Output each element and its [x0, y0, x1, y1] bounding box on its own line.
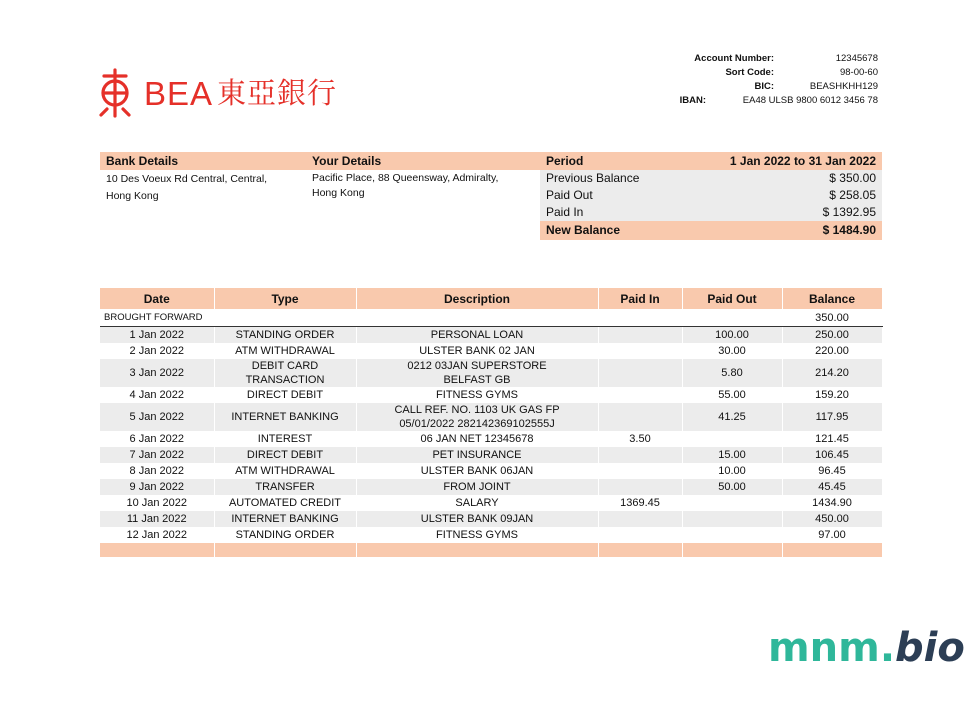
watermark-part-1: mnm.	[768, 625, 896, 671]
row-description-line-2: 05/01/2022 282142369102555J	[399, 418, 555, 430]
balance-summary	[540, 170, 882, 240]
brought-forward-row	[100, 309, 882, 327]
row-type	[214, 495, 356, 511]
row-type	[214, 463, 356, 479]
row-type	[214, 403, 356, 431]
footer-cell	[782, 543, 882, 557]
footer-cell	[682, 543, 782, 557]
watermark-part-2: bio	[895, 625, 965, 671]
row-description-line-1: 0212 03JAN SUPERSTORE	[407, 360, 547, 372]
transactions-table	[100, 288, 883, 557]
bic-label: BIC:	[754, 81, 774, 92]
row-type-line-1: INTERNET BANKING	[231, 411, 339, 423]
account-number: 12345678	[835, 53, 878, 64]
row-description-line-1: ULSTER BANK 02 JAN	[419, 345, 535, 357]
row-balance: 220.00	[782, 343, 882, 359]
row-description	[356, 447, 598, 463]
row-paid-out: 100.00	[682, 327, 782, 344]
row-paid-in: 1369.45	[598, 495, 682, 511]
previous-balance-value: $ 350.00	[829, 171, 876, 185]
row-type-line-1: STANDING ORDER	[235, 529, 335, 541]
table-row	[100, 431, 882, 447]
row-balance: 250.00	[782, 327, 882, 344]
row-description	[356, 495, 598, 511]
row-balance: 106.45	[782, 447, 882, 463]
row-date: 2 Jan 2022	[100, 343, 214, 359]
row-paid-out	[682, 495, 782, 511]
row-paid-in	[598, 327, 682, 344]
row-type-line-1: DEBIT CARD	[251, 360, 319, 372]
row-type	[214, 511, 356, 527]
row-description	[356, 527, 598, 543]
iban-value: EA48 ULSB 9800 6012 3456 78	[742, 95, 878, 106]
account-info	[660, 52, 878, 108]
row-paid-out: 55.00	[682, 387, 782, 403]
previous-balance-row	[540, 170, 882, 187]
row-paid-in	[598, 479, 682, 495]
footer-cell	[214, 543, 356, 557]
row-date: 7 Jan 2022	[100, 447, 214, 463]
row-description	[356, 403, 598, 431]
row-paid-in: 3.50	[598, 431, 682, 447]
table-row	[100, 463, 882, 479]
row-date: 10 Jan 2022	[100, 495, 214, 511]
row-type	[214, 359, 356, 387]
table-footer-row	[100, 543, 882, 557]
table-row	[100, 479, 882, 495]
table-row	[100, 511, 882, 527]
row-description	[356, 327, 598, 344]
row-description	[356, 463, 598, 479]
row-date: 6 Jan 2022	[100, 431, 214, 447]
row-type	[214, 387, 356, 403]
row-description	[356, 511, 598, 527]
row-type-line-1: DIRECT DEBIT	[246, 449, 324, 461]
bank-logo	[98, 68, 337, 118]
column-header-paid-out: Paid Out	[682, 288, 782, 309]
row-type-line-1: INTEREST	[257, 433, 313, 445]
paid-in-row	[540, 204, 882, 221]
row-description	[356, 359, 598, 387]
paid-out-row	[540, 187, 882, 204]
row-paid-out	[682, 511, 782, 527]
row-description-line-1: ULSTER BANK 06JAN	[420, 465, 534, 477]
row-description-line-2: BELFAST GB	[443, 374, 511, 386]
column-header-date: Date	[100, 288, 214, 309]
period-heading-bar	[540, 152, 882, 170]
row-description-line-1: ULSTER BANK 09JAN	[420, 513, 534, 525]
row-paid-in	[598, 447, 682, 463]
row-paid-out: 10.00	[682, 463, 782, 479]
paid-in-label: Paid In	[546, 205, 584, 219]
account-number-label: Account Number:	[694, 53, 774, 64]
your-address-line-1: Pacific Place, 88 Queensway, Admiralty,	[312, 172, 499, 184]
row-type	[214, 479, 356, 495]
row-description	[356, 387, 598, 403]
row-balance: 159.20	[782, 387, 882, 403]
row-type-line-2: TRANSACTION	[245, 374, 325, 386]
row-balance: 45.45	[782, 479, 882, 495]
column-header-type: Type	[214, 288, 356, 309]
sort-code: 98-00-60	[839, 67, 878, 78]
row-date: 12 Jan 2022	[100, 527, 214, 543]
row-date: 3 Jan 2022	[100, 359, 214, 387]
row-date: 1 Jan 2022	[100, 327, 214, 344]
table-row	[100, 447, 882, 463]
row-balance: 97.00	[782, 527, 882, 543]
new-balance-label: New Balance	[546, 223, 621, 237]
row-paid-in	[598, 527, 682, 543]
row-paid-out: 30.00	[682, 343, 782, 359]
row-paid-in	[598, 387, 682, 403]
row-type-line-1: DIRECT DEBIT	[246, 389, 324, 401]
row-date: 9 Jan 2022	[100, 479, 214, 495]
row-paid-in	[598, 463, 682, 479]
previous-balance-label: Previous Balance	[546, 171, 640, 185]
row-type-line-1: ATM WITHDRAWAL	[235, 345, 335, 357]
row-type-line-1: STANDING ORDER	[235, 329, 335, 341]
period-heading: Period	[546, 154, 584, 168]
iban-label: IBAN:	[679, 95, 706, 106]
row-date: 11 Jan 2022	[100, 511, 214, 527]
row-description-line-1: FITNESS GYMS	[436, 389, 518, 401]
bank-details-address	[106, 171, 267, 205]
table-row	[100, 387, 882, 403]
paid-in-value: $ 1392.95	[822, 205, 876, 219]
bank-address-line-1: 10 Des Voeux Rd Central, Central,	[106, 173, 268, 185]
row-paid-out: 41.25	[682, 403, 782, 431]
row-paid-out: 15.00	[682, 447, 782, 463]
row-balance: 450.00	[782, 511, 882, 527]
your-address-line-2: Hong Kong	[312, 187, 365, 199]
row-description-line-1: FROM JOINT	[443, 481, 511, 493]
column-header-description: Description	[356, 288, 598, 309]
paid-out-value: $ 258.05	[829, 188, 876, 202]
new-balance-value: $ 1484.90	[822, 223, 876, 237]
row-description-line-1: CALL REF. NO. 1103 UK GAS FP	[394, 404, 560, 416]
row-paid-in	[598, 343, 682, 359]
row-date: 4 Jan 2022	[100, 387, 214, 403]
row-balance: 214.20	[782, 359, 882, 387]
bic-value: BEASHKHH129	[809, 81, 878, 92]
row-type	[214, 343, 356, 359]
column-header-paid-in: Paid In	[598, 288, 682, 309]
footer-cell	[100, 543, 214, 557]
row-paid-out: 50.00	[682, 479, 782, 495]
row-date: 8 Jan 2022	[100, 463, 214, 479]
row-paid-in	[598, 511, 682, 527]
table-row	[100, 327, 882, 344]
row-type	[214, 527, 356, 543]
footer-cell	[598, 543, 682, 557]
row-paid-out	[682, 527, 782, 543]
row-balance: 121.45	[782, 431, 882, 447]
brought-forward-label: BROUGHT FORWARD	[100, 309, 782, 327]
row-paid-in	[598, 403, 682, 431]
row-description-line-1: PERSONAL LOAN	[430, 329, 524, 341]
row-description-line-1: SALARY	[455, 497, 499, 509]
row-paid-out: 5.80	[682, 359, 782, 387]
bank-name: BEA	[144, 74, 214, 112]
table-row	[100, 359, 882, 387]
row-balance: 117.95	[782, 403, 882, 431]
your-details-heading: Your Details	[306, 152, 540, 170]
table-row	[100, 527, 882, 543]
row-paid-out	[682, 431, 782, 447]
column-header-balance: Balance	[782, 288, 882, 309]
row-type	[214, 431, 356, 447]
paid-out-label: Paid Out	[546, 188, 593, 202]
row-description-line-1: 06 JAN NET 12345678	[420, 433, 534, 445]
row-description	[356, 479, 598, 495]
watermark-logo	[768, 625, 965, 671]
bank-name-chinese: 東亞銀行	[217, 75, 338, 110]
bank-details-heading: Bank Details	[100, 152, 306, 170]
row-date: 5 Jan 2022	[100, 403, 214, 431]
row-description-line-1: FITNESS GYMS	[436, 529, 518, 541]
bank-address-line-2: Hong Kong	[106, 190, 159, 202]
table-row	[100, 343, 882, 359]
row-balance: 96.45	[782, 463, 882, 479]
row-type	[214, 327, 356, 344]
row-description-line-1: PET INSURANCE	[432, 449, 522, 461]
your-details-address	[312, 171, 498, 201]
row-type-line-1: INTERNET BANKING	[231, 513, 339, 525]
footer-cell	[356, 543, 598, 557]
period-range: 1 Jan 2022 to 31 Jan 2022	[729, 154, 876, 168]
new-balance-row	[540, 221, 882, 240]
row-type-line-1: ATM WITHDRAWAL	[235, 465, 335, 477]
row-description	[356, 343, 598, 359]
row-type	[214, 447, 356, 463]
table-header-row	[100, 288, 882, 309]
row-paid-in	[598, 359, 682, 387]
sort-code-label: Sort Code:	[725, 67, 774, 78]
row-description	[356, 431, 598, 447]
bea-emblem-icon	[98, 68, 132, 118]
brought-forward-balance: 350.00	[782, 309, 882, 327]
row-balance: 1434.90	[782, 495, 882, 511]
table-row	[100, 403, 882, 431]
row-type-line-1: AUTOMATED CREDIT	[228, 497, 342, 509]
table-row	[100, 495, 882, 511]
row-type-line-1: TRANSFER	[255, 481, 315, 493]
